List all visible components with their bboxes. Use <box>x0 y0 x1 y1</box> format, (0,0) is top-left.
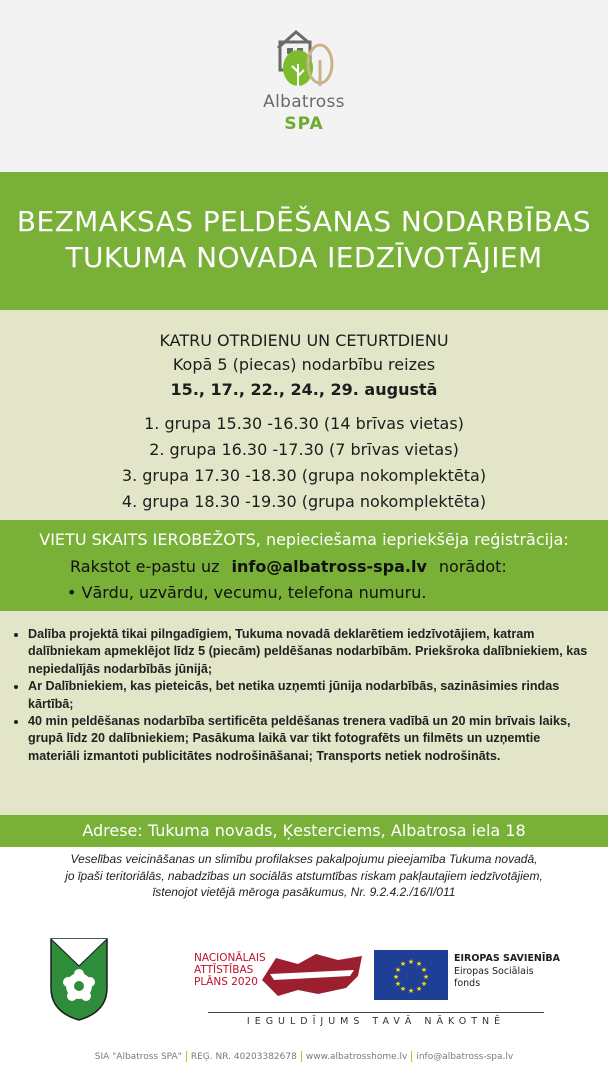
title-line-2: TUKUMA NOVADA IEDZĪVOTĀJIEM <box>65 241 543 274</box>
svg-text:★: ★ <box>399 986 407 993</box>
funding-line-1: Veselības veicināšanas un slimību profilakses pakalpojumu pieejamība Tukuma novadā, <box>70 852 538 866</box>
rule-item: • Ar Dalībniekiem, kas pieteicās, bet netika uzņemti jūnija nodarbībās, sazināsimies rindas kārtībā; <box>28 678 588 713</box>
svg-text:★: ★ <box>392 974 400 981</box>
svg-text:★: ★ <box>399 961 407 968</box>
funding-note <box>0 851 608 931</box>
svg-text:★: ★ <box>420 967 428 974</box>
schedule-dates: 15., 17., 22., 24., 29. augustā <box>170 380 438 399</box>
eu-sub-line: Eiropas Sociālais <box>454 966 534 977</box>
header-logo-area <box>0 0 608 172</box>
registration-required-text: , nepieciešama iepriekšēja reģistrācija: <box>255 530 569 549</box>
tukums-coat-of-arms-icon <box>48 936 110 1022</box>
svg-text:★: ★ <box>420 981 428 988</box>
latvia-map-icon <box>258 950 366 1000</box>
investment-slogan: IEGULDĪJUMS TAVĀ NĀKOTNĒ <box>208 1012 544 1027</box>
svg-text:★: ★ <box>407 959 415 966</box>
group-item: 1. grupa 15.30 -16.30 (14 brīvas vietas) <box>144 414 464 433</box>
company-name: SIA "Albatross SPA" <box>94 1052 182 1062</box>
schedule-section <box>0 310 608 520</box>
national-development-plan-logo <box>194 950 366 1002</box>
rules-list <box>12 626 588 765</box>
email-instruction <box>0 552 608 581</box>
nap-line: ATTĪSTĪBAS <box>194 964 254 976</box>
write-suffix: norādot: <box>438 557 507 576</box>
svg-text:★: ★ <box>415 986 423 993</box>
eu-flag-icon <box>374 950 448 1000</box>
funding-line-2: jo īpaši teritoriālās, nabadzības un sociālās atstumtības riskam pakļautajiem iedzīvotājiem, īstenojot vietējā mēroga pasākumus, Nr. 9.2.4.2./16/I/011 <box>65 868 543 899</box>
registration-headline <box>0 528 608 552</box>
schedule-count: Kopā 5 (piecas) nodarbību reizes <box>172 355 436 374</box>
rule-item: • 40 min peldēšanas nodarbība sertificēta peldēšanas trenera vadībā un 20 min brīvais laiks, grupā līdz 20 dalībniekiem; Pasākuma laikā var tikt fotografēts un filmēts un uzņemtie materiāli izmantoti publicitātes nodrošināšanai; Transports netiek nodrošināts. <box>28 713 588 765</box>
registration-section <box>0 520 608 611</box>
group-item: 4. grupa 18.30 -19.30 (grupa nokomplektēta) <box>121 492 487 511</box>
eu-sub-line: fonds <box>454 978 481 989</box>
registration-number: REĢ. NR. 40203382678 <box>190 1052 297 1062</box>
address-bar: Adrese: Tukuma novads, Ķesterciems, Albatrosa iela 18 <box>0 815 608 847</box>
website-link[interactable]: www.albatrosshome.lv <box>305 1052 408 1062</box>
title-banner <box>0 172 608 310</box>
rules-section <box>0 611 608 815</box>
eu-title: EIROPAS SAVIENĪBA <box>454 953 561 964</box>
nap-line: NACIONĀLAIS <box>194 952 266 964</box>
title-line-1: BEZMAKSAS PELDĒŠANAS NODARBĪBAS <box>16 205 592 238</box>
footer <box>0 1049 608 1065</box>
svg-text:★: ★ <box>407 988 415 995</box>
rule-item: • Dalība projektā tikai pilngadīgiem, Tukuma novadā deklarētiem iedzīvotājiem, katram dalībniekam apmeklējot līdz 5 (piecām) peldēšanas nodarbībām. Priekšroka dalībniekiem, kas nepiedalījās nodarbībās jūnijā; <box>28 626 588 678</box>
footer-email-link[interactable]: info@albatross-spa.lv <box>416 1052 514 1062</box>
limited-places-text: VIETU SKAITS IEROBEŽOTS <box>39 530 256 549</box>
footer-separator <box>411 1051 412 1062</box>
group-item: 2. grupa 16.30 -17.30 (7 brīvas vietas) <box>149 440 459 459</box>
brand-name: Albatross <box>263 92 345 112</box>
required-info-text: Vārdu, uzvārdu, vecumu, telefona numuru. <box>81 583 427 602</box>
svg-text:★: ★ <box>422 974 430 981</box>
svg-text:★: ★ <box>394 981 402 988</box>
brand-sub: SPA <box>284 114 324 134</box>
email-link[interactable]: info@albatross-spa.lv <box>231 557 427 576</box>
required-info-item: • Vārdu, uzvārdu, vecumu, telefona numuru. <box>67 583 427 602</box>
footer-separator <box>301 1051 302 1062</box>
svg-text:★: ★ <box>415 961 423 968</box>
write-prefix: Rakstot e-pastu uz <box>70 557 220 576</box>
albatross-logo-icon <box>268 26 340 92</box>
nap-line: PLĀNS 2020 <box>194 976 258 988</box>
footer-separator <box>186 1051 187 1062</box>
schedule-days: KATRU OTRDIENU UN CETURTDIENU <box>159 331 449 350</box>
group-item: 3. grupa 17.30 -18.30 (grupa nokomplektēta) <box>121 466 487 485</box>
svg-text:★: ★ <box>394 967 402 974</box>
